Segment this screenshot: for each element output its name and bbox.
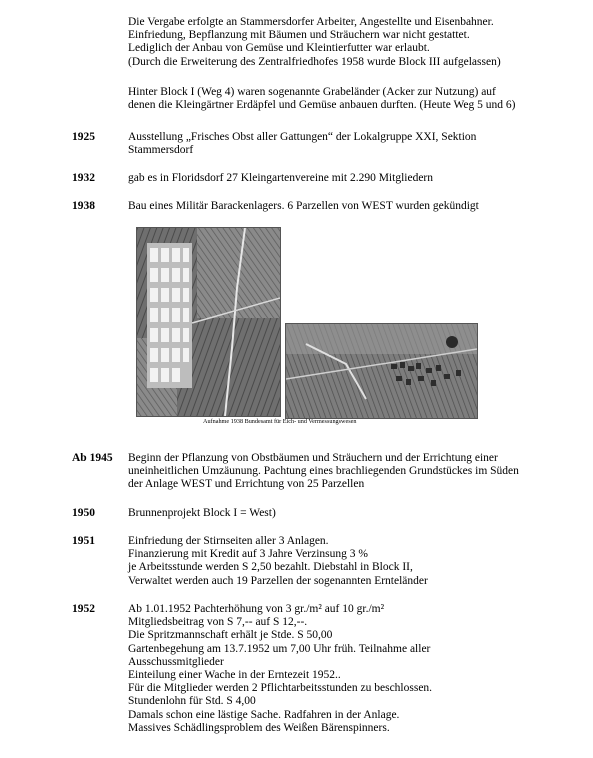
text-line: Hinter Block I (Weg 4) waren sogenannte Grabeländer (Acker zur Nutzung) auf	[128, 86, 496, 98]
text-line: Ausstellung „Frisches Obst aller Gattungen“ der Lokalgruppe XXI, Sektion	[128, 131, 477, 143]
aerial-photo-camp-drawing	[137, 228, 280, 416]
entry-text	[128, 603, 568, 735]
text-line: (Durch die Erweiterung des Zentralfriedhofes 1958 wurde Block III aufgelassen)	[128, 55, 501, 68]
intro-paragraph-1	[128, 16, 568, 69]
text-line: Ab 1.01.1952 Pachterhöhung von 3 gr./m² auf 10 gr./m²	[128, 603, 385, 615]
entry-year: Ab 1945	[72, 452, 113, 464]
text-line: der Anlage WEST und Errichtung von 25 Parzellen	[128, 478, 365, 491]
aerial-photo-fields-drawing	[286, 324, 477, 418]
entry-text	[128, 200, 568, 213]
text-line: je Arbeitsstunde werden S 2,50 bezahlt. Diebstahl in Block II,	[128, 561, 413, 574]
text-line: Damals schon eine lästige Sache. Radfahren in der Anlage.	[128, 708, 400, 721]
entry-text	[128, 507, 568, 520]
entry-year: 1950	[72, 507, 95, 519]
entry-text	[128, 172, 568, 185]
entry-year: 1932	[72, 172, 95, 184]
text-line: Bau eines Militär Barackenlagers. 6 Parzellen von WEST wurden gekündigt	[128, 200, 479, 212]
text-line: denen die Kleingärtner Erdäpfel und Gemüse anbauen durften. (Heute Weg 5 und 6)	[128, 99, 516, 112]
entry-text	[128, 452, 568, 492]
figure-caption: Aufnahme 1938 Bundesamt für Eich- und Vermessungswesen	[203, 418, 357, 425]
entry-year: 1952	[72, 603, 95, 615]
text-line: Gartenbegehung am 13.7.1952 um 7,00 Uhr früh. Teilnahme aller	[128, 642, 431, 655]
entry-year: 1951	[72, 535, 95, 547]
entry-year: 1938	[72, 200, 95, 212]
text-line: Finanzierung mit Kredit auf 3 Jahre Verzinsung 3 %	[128, 548, 368, 561]
intro-paragraph-2	[128, 86, 568, 112]
text-line: Brunnenprojekt Block I = West)	[128, 507, 276, 519]
text-line: Verwaltet werden auch 19 Parzellen der sogenannten Ernteländer	[128, 574, 428, 587]
entry-year: 1925	[72, 131, 95, 143]
text-line: Stammersdorf	[128, 144, 194, 157]
text-line: Einfriedung, Bepflanzung mit Bäumen und Sträuchern war nicht gestattet.	[128, 29, 470, 42]
entry-text	[128, 131, 568, 157]
text-line: uneinheitlichen Umzäunung. Pachtung eines brachliegenden Grundstückes im Süden	[128, 465, 519, 478]
text-line: Die Vergabe erfolgte an Stammersdorfer Arbeiter, Angestellte und Eisenbahner.	[128, 16, 494, 28]
entry-text	[128, 535, 568, 588]
aerial-photo-camp	[136, 227, 281, 417]
text-line: Einfriedung der Stirnseiten aller 3 Anlagen.	[128, 535, 329, 547]
text-line: Lediglich der Anbau von Gemüse und Kleintierfutter war erlaubt.	[128, 42, 430, 55]
text-line: Stundenlohn für Std. S 4,00	[128, 695, 256, 708]
text-line: gab es in Floridsdorf 27 Kleingartenvereine mit 2.290 Mitgliedern	[128, 172, 434, 184]
text-line: Für die Mitglieder werden 2 Pflichtarbeitsstunden zu beschlossen.	[128, 682, 433, 695]
text-line: Massives Schädlingsproblem des Weißen Bärenspinners.	[128, 721, 390, 734]
text-line: Mitgliedsbeitrag von S 7,-- auf S 12,--.	[128, 616, 308, 629]
text-line: Einteilung einer Wache in der Erntezeit 1952..	[128, 669, 341, 682]
text-line: Beginn der Pflanzung von Obstbäumen und Sträuchern und der Errichtung einer	[128, 452, 498, 464]
aerial-photo-fields	[285, 323, 478, 419]
text-line: Ausschussmitglieder	[128, 655, 224, 668]
text-line: Die Spritzmannschaft erhält je Stde. S 50,00	[128, 629, 333, 642]
